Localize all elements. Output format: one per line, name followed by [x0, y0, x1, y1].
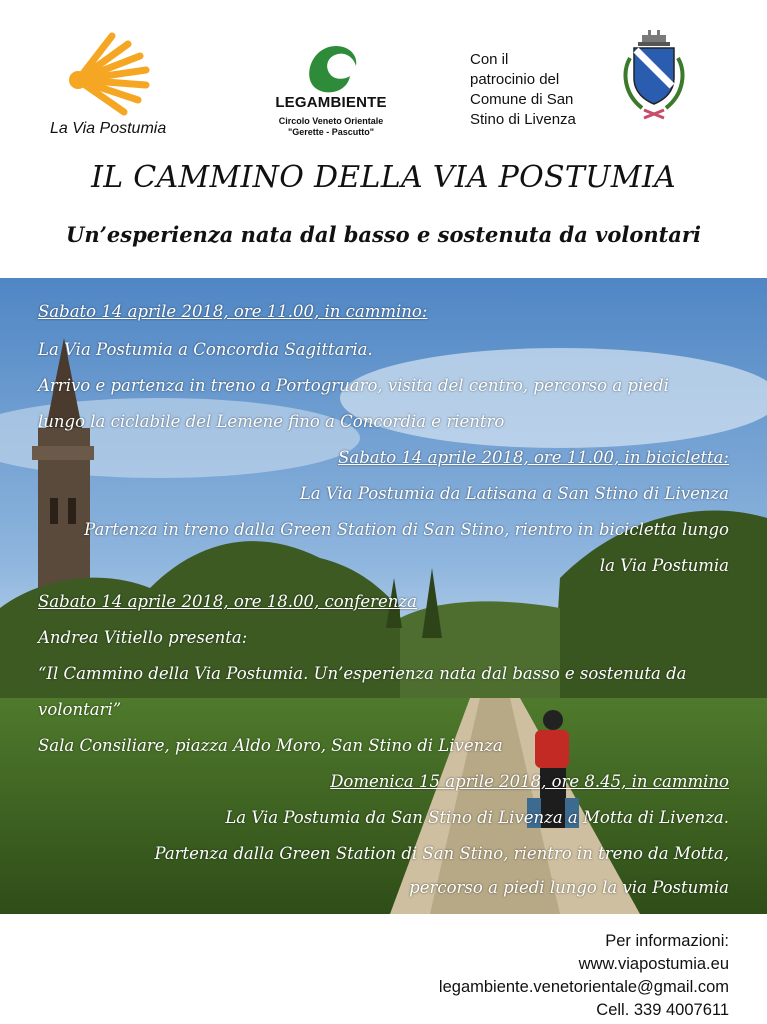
phone-number: Cell. 339 4007611	[596, 1001, 729, 1019]
event-line: “Il Cammino della Via Postumia. Un’esperienza nata dal basso e sostenuta da	[38, 664, 687, 683]
event-line: la Via Postumia	[599, 556, 729, 575]
event-heading: Sabato 14 aprile 2018, ore 11.00, in bicicletta:	[338, 448, 729, 467]
event-heading: Sabato 14 aprile 2018, ore 11.00, in cammino:	[38, 302, 428, 321]
patronage-line: Con il	[470, 51, 509, 68]
patronage-line: patrocinio del	[470, 71, 560, 88]
contact-info	[439, 930, 729, 1022]
landscape-photo	[0, 278, 767, 914]
event-heading: Sabato 14 aprile 2018, ore 18.00, conferenza	[38, 592, 417, 611]
page-title: IL CAMMINO DELLA VIA POSTUMIA	[91, 160, 676, 195]
legambiente-circle: Circolo Veneto Orientale	[278, 116, 384, 126]
event-line: Partenza in treno dalla Green Station di San Stino, rientro in bicicletta lungo	[84, 520, 729, 539]
contact-heading: Per informazioni:	[605, 932, 729, 950]
event-line: Partenza dalla Green Station di San Stino, rientro in treno da Motta,	[154, 844, 729, 863]
event-line: La Via Postumia da Latisana a San Stino di Livenza	[299, 484, 729, 503]
event-line: Sala Consiliare, piazza Aldo Moro, San Stino di Livenza	[38, 736, 503, 755]
event-line: La Via Postumia da San Stino di Livenza a Motta di Livenza.	[225, 808, 729, 827]
page-subtitle: Un’esperienza nata dal basso e sostenuta da volontari	[66, 222, 701, 247]
municipal-crest-icon	[618, 28, 690, 124]
patronage-line: Stino di Livenza	[470, 111, 576, 128]
event-line: lungo la ciclabile del Lemene fino a Concordia e rientro	[38, 412, 505, 431]
patronage-text	[470, 50, 610, 130]
event-line: percorso a piedi lungo la via Postumia	[409, 878, 729, 897]
website-link[interactable]: www.viapostumia.eu	[578, 955, 729, 973]
event-line: volontari”	[38, 700, 122, 719]
event-line: Arrivo e partenza in treno a Portogruaro, visita del centro, percorso a piedi	[38, 376, 669, 395]
event-line: La Via Postumia a Concordia Sagittaria.	[38, 340, 373, 359]
legambiente-circle-names: "Gerette - Pascutto"	[287, 127, 375, 137]
email-link[interactable]: legambiente.venetorientale@gmail.com	[438, 978, 729, 996]
event-heading: Domenica 15 aprile 2018, ore 8.45, in cammino	[330, 772, 729, 791]
patronage-line: Comune di San	[470, 91, 574, 108]
legambiente-swan-icon	[300, 38, 366, 98]
legambiente-name: LEGAMBIENTE	[275, 94, 387, 111]
event-line: Andrea Vitiello presenta:	[38, 628, 248, 647]
scallop-shell-icon	[66, 30, 170, 116]
logo-via-postumia-text: La Via Postumia	[50, 120, 167, 137]
